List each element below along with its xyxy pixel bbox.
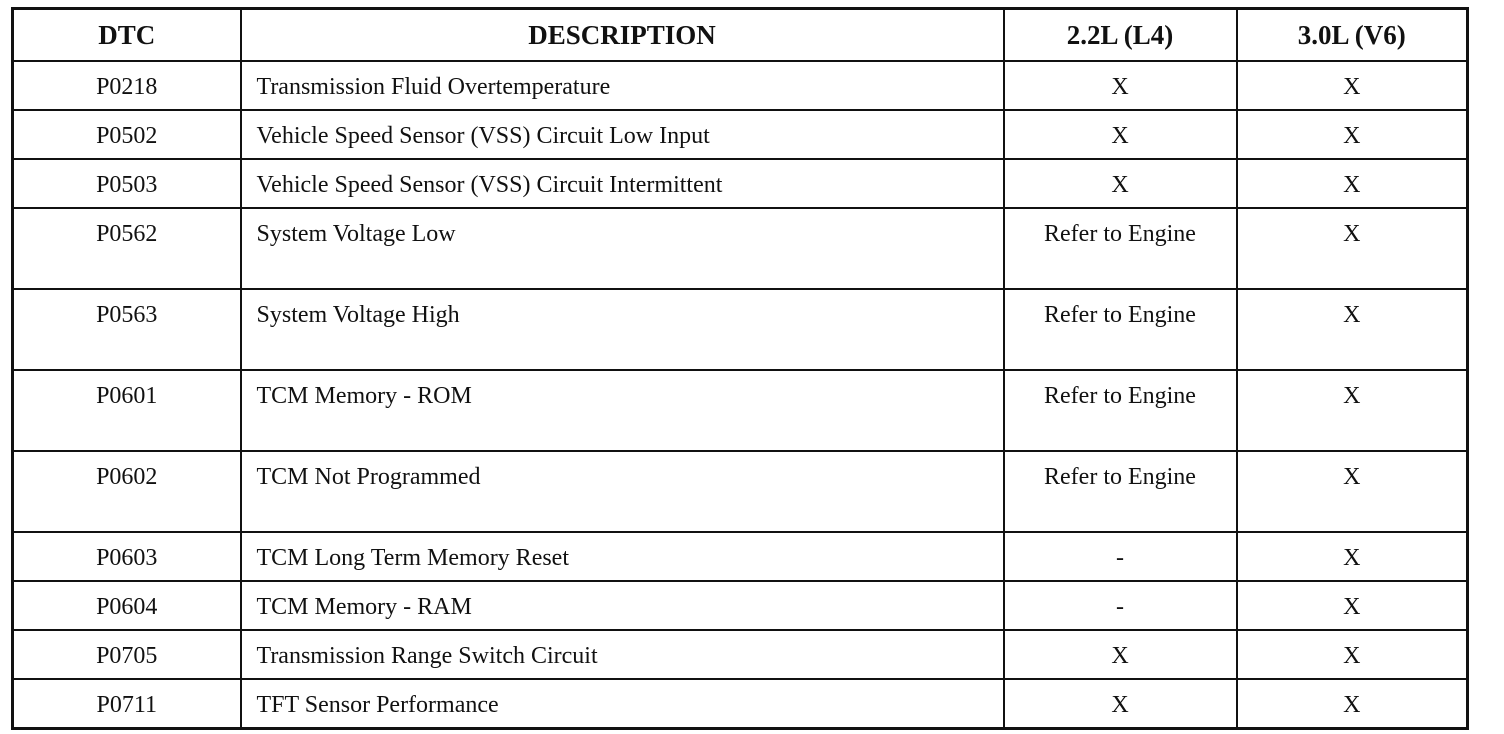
l4-applicability: X	[1004, 159, 1237, 208]
dtc-code: P0563	[13, 289, 241, 370]
dtc-code: P0502	[13, 110, 241, 159]
table-row	[13, 451, 1468, 532]
header-l4: 2.2L (L4)	[1004, 9, 1237, 62]
dtc-code: P0601	[13, 370, 241, 451]
table-row	[13, 581, 1468, 630]
table-body	[13, 61, 1468, 728]
l4-applicability: -	[1004, 581, 1237, 630]
dtc-description: TCM Not Programmed	[241, 451, 1004, 532]
table-row	[13, 630, 1468, 679]
dtc-description: System Voltage Low	[241, 208, 1004, 289]
table-row	[13, 370, 1468, 451]
l4-applicability: Refer to Engine	[1004, 451, 1237, 532]
l4-applicability: Refer to Engine	[1004, 370, 1237, 451]
dtc-description: TFT Sensor Performance	[241, 679, 1004, 728]
v6-applicability: X	[1237, 61, 1468, 110]
table-row	[13, 532, 1468, 581]
v6-applicability: X	[1237, 110, 1468, 159]
l4-applicability: X	[1004, 630, 1237, 679]
dtc-table	[11, 7, 1469, 730]
dtc-description: System Voltage High	[241, 289, 1004, 370]
v6-applicability: X	[1237, 451, 1468, 532]
header-dtc: DTC	[13, 9, 241, 62]
l4-applicability: -	[1004, 532, 1237, 581]
l4-applicability: X	[1004, 61, 1237, 110]
dtc-description: Transmission Fluid Overtemperature	[241, 61, 1004, 110]
dtc-code: P0705	[13, 630, 241, 679]
table-row	[13, 159, 1468, 208]
table-row	[13, 289, 1468, 370]
l4-applicability: Refer to Engine	[1004, 208, 1237, 289]
v6-applicability: X	[1237, 581, 1468, 630]
v6-applicability: X	[1237, 159, 1468, 208]
v6-applicability: X	[1237, 532, 1468, 581]
dtc-description: Transmission Range Switch Circuit	[241, 630, 1004, 679]
table-header	[13, 9, 1468, 62]
v6-applicability: X	[1237, 370, 1468, 451]
header-description: DESCRIPTION	[241, 9, 1004, 62]
l4-applicability: X	[1004, 110, 1237, 159]
dtc-code: P0603	[13, 532, 241, 581]
dtc-description: TCM Memory - RAM	[241, 581, 1004, 630]
dtc-code: P0503	[13, 159, 241, 208]
table-row	[13, 679, 1468, 728]
v6-applicability: X	[1237, 289, 1468, 370]
dtc-description: Vehicle Speed Sensor (VSS) Circuit Intermittent	[241, 159, 1004, 208]
l4-applicability: Refer to Engine	[1004, 289, 1237, 370]
dtc-description: TCM Memory - ROM	[241, 370, 1004, 451]
dtc-code: P0218	[13, 61, 241, 110]
l4-applicability: X	[1004, 679, 1237, 728]
header-row	[13, 9, 1468, 62]
dtc-description: Vehicle Speed Sensor (VSS) Circuit Low Input	[241, 110, 1004, 159]
dtc-code: P0602	[13, 451, 241, 532]
dtc-code: P0562	[13, 208, 241, 289]
dtc-description: TCM Long Term Memory Reset	[241, 532, 1004, 581]
dtc-code: P0604	[13, 581, 241, 630]
table-row	[13, 61, 1468, 110]
table-row	[13, 110, 1468, 159]
v6-applicability: X	[1237, 679, 1468, 728]
dtc-code: P0711	[13, 679, 241, 728]
header-v6: 3.0L (V6)	[1237, 9, 1468, 62]
table-row	[13, 208, 1468, 289]
v6-applicability: X	[1237, 630, 1468, 679]
v6-applicability: X	[1237, 208, 1468, 289]
